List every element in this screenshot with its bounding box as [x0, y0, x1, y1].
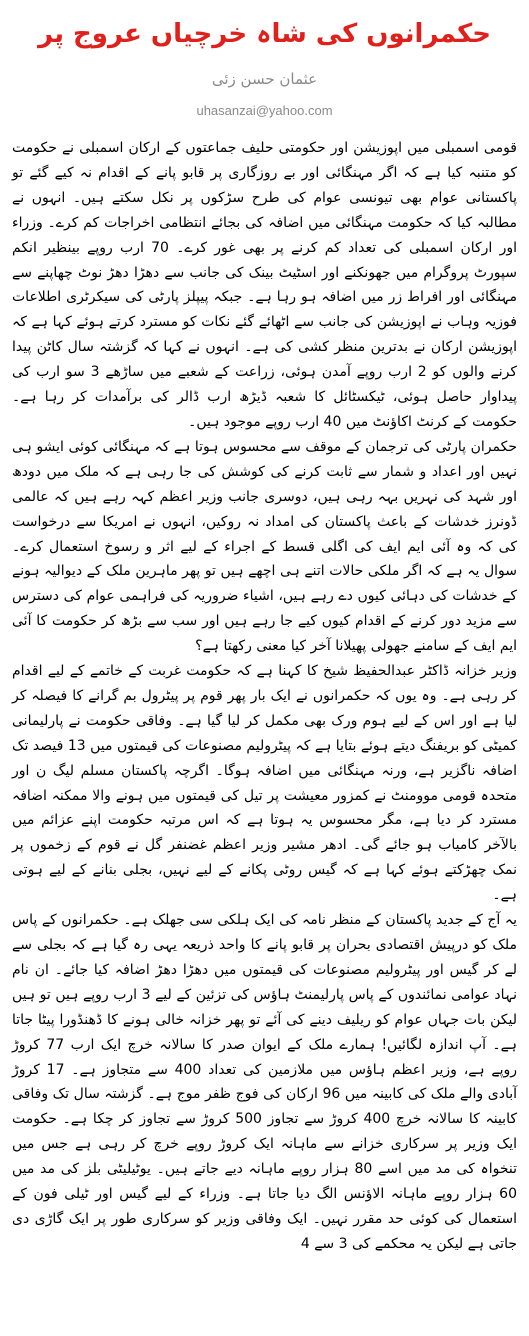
article-paragraph: حکمران پارٹی کی ترجمان کے موقف سے محسوس ہوتا ہے کہ مہنگائی کوئی ایشو ہی نہیں اور اعداد و شمار سے ثابت کرنے کی کوشش کی جا رہی ہے کہ ملک میں دودھ اور شہد کی نہریں بہہ رہی ہیں، دوسری جانب وزیر اعظم کہہ رہے ہیں کہ عالمی ڈونرز خدشات کے باعث پاکستان کی امداد نہ روکیں، انہوں نے امریکا سے درخواست کی کہ وہ آئی ایم ایف کی اگلی قسط کے اجراء کے لیے اثر و رسوخ استعمال کرے۔ سوال یہ ہے کہ اگر ملکی حالات اتنے ہی اچھے ہیں تو پھر ماہرین ملک کے دیوالیہ ہونے کے خدشات کی دہائی کیوں دے رہے ہیں، اشیاء ضروریہ کی فراہمی عوام کی دسترس سے مزید دور کرنے کے اقدام کیوں کیے جا رہے ہیں اور سب سے بڑھ کر حکومت کا آئی ایم ایف کے سامنے جھولی پھیلانا آخر کیا معنی رکھتا ہے؟: [12, 438, 517, 655]
article-title: حکمرانوں کی شاہ خرچیاں عروج پر: [38, 19, 491, 49]
article-paragraph: یہ آج کے جدید پاکستان کے منظر نامہ کی ایک ہلکی سی جھلک ہے۔ حکمرانوں کے پاس ملک کو درپیش اقتصادی بحران پر قابو پانے کا واحد ذریعہ یہی رہ گیا ہے کہ بجلی سے لے کر گیس اور پیٹرولیم مصنوعات کی قیمتوں میں دھڑا دھڑ اضافہ کیا جائے۔ ان نام نہاد عوامی نمائندوں کے پاس پارلیمنٹ ہاؤس کی تزئین کے لیے 3 ارب روپے ہیں تو ہیں لیکن بات جہاں عوام کو ریلیف دینے کی آئے تو پھر خزانہ خالی ہونے کا ڈھنڈورا پیٹا جاتا ہے۔ آپ اندازہ لگائیں! ہمارے ملک کے ایوان صدر کا سالانہ خرچ ایک ارب 77 کروڑ روپے ہے، وزیر اعظم ہاؤس میں ملازمین کی تعداد 400 سے متجاوز ہے۔ 17 کروڑ آبادی والے ملک کی کابینہ میں 96 ارکان کی فوج ظفر موج ہے۔ گزشتہ سال تک وفاقی کابینہ کا سالانہ خرچ 400 کروڑ سے تجاوز 500 کروڑ سے تجاوز کر چکا ہے۔ حکومت ایک وزیر پر سرکاری خزانے سے ماہانہ ایک کروڑ روپے خرچ کر رہی ہے جس میں تنخواہ کی مد میں اسے 80 ہزار روپے ماہانہ دیے جاتے ہیں۔ یوٹیلیٹی بلز کی مد میں 60 ہزار روپے ماہانہ الاؤنس الگ دیا جاتا ہے۔ وزراء کے لیے گیس اور ٹیلی فون کے استعمال کی کوئی حد مقرر نہیں۔ ایک وفاقی وزیر کو سرکاری طور پر ایک گاڑی دی جاتی ہے لیکن یہ محکمے کی 3 سے 4: [12, 912, 517, 1252]
article-body: [12, 136, 517, 1257]
article-paragraph: وزیر خزانہ ڈاکٹر عبدالحفیظ شیخ کا کہنا ہے کہ حکومت غربت کے خاتمے کے لیے اقدام کر رہی ہے۔ وہ یوں کہ حکمرانوں نے ایک بار پھر قوم پر پیٹرول بم گرانے کا فیصلہ کر لیا ہے اور اس کے لیے ہوم ورک بھی مکمل کر لیا گیا ہے۔ وفاقی حکومت نے پارلیمانی کمیٹی کو بریفنگ دیتے ہوئے بتایا ہے کہ پیٹرولیم مصنوعات کی قیمتوں میں 13 فیصد تک اضافہ ناگزیر ہے، ورنہ مہنگائی میں اضافہ ہوگا۔ اگرچہ پاکستان مسلم لیگ ن اور متحدہ قومی موومنٹ نے کمزور معیشت پر تیل کی قیمتوں میں ہونے والا ممکنہ اضافہ مسترد کر دیا ہے، مگر محسوس یہ ہوتا ہے کہ اس مرتبہ حکومت اپنے عزائم میں بالآخر کامیاب ہو جائے گی۔ ادھر مشیر وزیر اعظم غضنفر گل نے قوم کے زخموں پر نمک چھڑکتے ہوئے کہا ہے کہ گیس روٹی پکانے کے لیے نہیں، بجلی بنانے کے لیے ہوتی ہے۔: [12, 663, 517, 904]
author-name: عثمان حسن زئی: [211, 70, 318, 88]
author-email: uhasanzai@yahoo.com: [196, 103, 333, 118]
article-paragraph: قومی اسمبلی میں اپوزیشن اور حکومتی حلیف جماعتوں کے ارکان اسمبلی نے حکومت کو متنبہ کیا ہے کہ اگر مہنگائی اور بے روزگاری پر قابو پانے کے اقدام نہ کیے گئے تو پاکستانی عوام بھی تیونسی عوام کی طرح سڑکوں پر نکل سکتے ہیں۔ انہوں نے مطالبہ کیا کہ حکومت مہنگائی میں اضافہ کی بجائے انتظامی اخراجات کم کرے۔ وزراء اور ارکان اسمبلی کی تعداد کم کرنے پر بھی غور کرے۔ 70 ارب روپے بینظیر انکم سپورٹ پروگرام میں جھونکنے اور اسٹیٹ بینک کی جانب سے دھڑا دھڑ نوٹ چھاپنے سے مہنگائی اور افراط زر میں اضافہ ہو رہا ہے۔ جبکہ پیپلز پارٹی کی سیکرٹری اطلاعات فوزیہ وہاب نے اپوزیشن کی جانب سے اٹھائے گئے نکات کو مسترد کرتے ہوئے کہا ہے کہ اپوزیشن ارکان نے بدترین منظر کشی کی ہے۔ انہوں نے کہا کہ گزشتہ سال کاٹن پیدا کرنے والوں کو 2 ارب روپے آمدن ہوئی، زراعت کے شعبے میں ساڑھے 3 سو ارب کی پیداوار حاصل ہوئی، ٹیکسٹائل کا شعبہ ڈیڑھ ارب ڈالر کی برآمدات کر رہا ہے۔ حکومت کے کرنٹ اکاؤنٹ میں 40 ارب روپے موجود ہیں۔: [12, 140, 517, 430]
article-page: [0, 14, 529, 1336]
